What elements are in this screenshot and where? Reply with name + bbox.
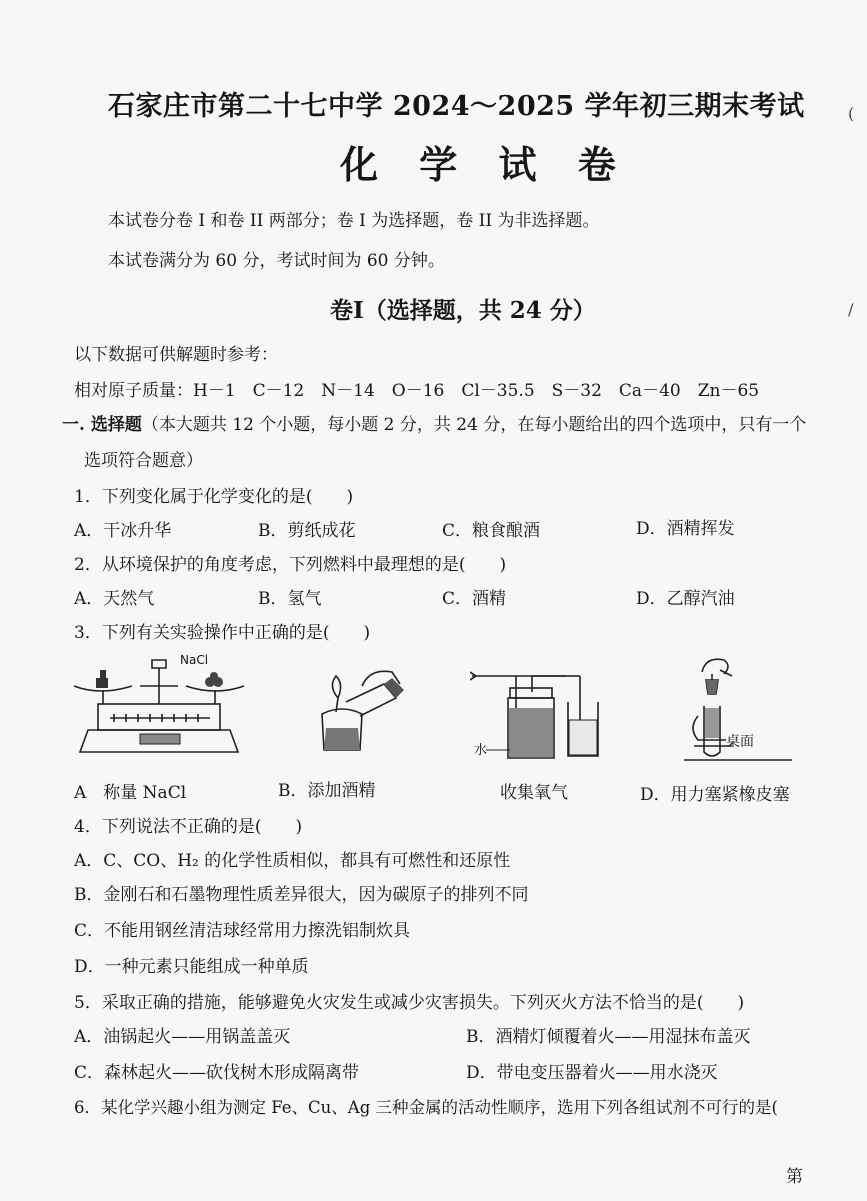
q1-option-c: C．粮食酿酒 (442, 521, 541, 541)
question-6-stem: 6．某化学兴趣小组为测定 Fe、Cu、Ag 三种金属的活动性顺序，选用下列各组试剂不可行的是( (74, 1098, 778, 1117)
water-label: 水 (474, 743, 488, 758)
gas-collection-figure (470, 658, 610, 764)
intro-line-2: 本试卷满分为 60 分，考试时间为 60 分钟。 (108, 251, 445, 271)
question-4-stem: 4．下列说法不正确的是( ) (74, 817, 303, 837)
desk-label: 桌面 (726, 734, 754, 750)
page-marker: 第 (786, 1167, 803, 1187)
alcohol-lamp-figure (300, 654, 410, 762)
q2-option-d: D．乙醇汽油 (636, 589, 735, 609)
q2-option-c: C．酒精 (442, 589, 507, 609)
balance-figure (70, 652, 248, 764)
stopper-figure (676, 648, 796, 766)
q4-option-d: D．一种元素只能组成一种单质 (74, 957, 309, 977)
q4-option-c: C．不能用钢丝清洁球经常用力擦洗铝制炊具 (74, 921, 411, 941)
nacl-label: NaCl (180, 653, 209, 667)
atomic-masses: 相对原子质量：H－1 C－12 N－14 O－16 Cl－35.5 S－32 Ca－40 Zn－65 (74, 381, 760, 401)
section-instructions: （本大题共 12 个小题，每小题 2 分，共 24 分，在每小题给出的四个选项中，只有一个 (141, 415, 807, 435)
q3-option-d: D．用力塞紧橡皮塞 (640, 785, 790, 805)
question-2-stem: 2．从环境保护的角度考虑，下列燃料中最理想的是( ) (74, 555, 507, 575)
q2-option-a: A．天然气 (74, 589, 155, 609)
q4-option-a: A．C、CO、H₂ 的化学性质相似，都具有可燃性和还原性 (74, 851, 511, 871)
q5-option-a: A．油锅起火——用锅盖盖灭 (74, 1027, 291, 1047)
section-heading-line (62, 410, 806, 435)
school-title: 石家庄市第二十七中学 2024～2025 学年初三期末考试 (108, 91, 805, 122)
q5-option-d: D．带电变压器着火——用水浇灭 (466, 1063, 718, 1083)
reference-intro: 以下数据可供解题时参考： (74, 345, 278, 365)
q5-option-c: C．森林起火——砍伐树木形成隔离带 (74, 1063, 360, 1083)
scan-edge-mark: / (848, 300, 854, 319)
scan-edge-mark: ( (848, 104, 855, 123)
intro-line-1: 本试卷分卷 I 和卷 II 两部分；卷 I 为选择题，卷 II 为非选择题。 (108, 211, 600, 231)
subject-title: 化 学 试 卷 (340, 142, 630, 187)
question-3-stem: 3．下列有关实验操作中正确的是( ) (74, 623, 371, 643)
q1-option-a: A．干冰升华 (74, 521, 172, 541)
q3-option-a: A 称量 NaCl (74, 783, 187, 803)
q2-option-b: B．氢气 (258, 589, 322, 609)
question-1-stem: 1．下列变化属于化学变化的是( ) (74, 487, 354, 507)
question-5-stem: 5．采取正确的措施，能够避免火灾发生或减少灾害损失。下列灭火方法不恰当的是( ) (74, 993, 745, 1013)
q1-option-b: B．剪纸成花 (258, 521, 356, 541)
q3-option-b: B．添加酒精 (278, 781, 376, 801)
section-instructions-cont: 选项符合题意） (84, 451, 203, 471)
q1-option-d: D．酒精挥发 (636, 519, 735, 539)
q3-option-c: 收集氧气 (500, 783, 568, 803)
q4-option-b: B．金刚石和石墨物理性质差异很大，因为碳原子的排列不同 (74, 885, 529, 905)
q5-option-b: B．酒精灯倾覆着火——用湿抹布盖灭 (466, 1027, 751, 1047)
section-heading: 一. 选择题 (62, 415, 142, 435)
part-title: 卷I（选择题，共 24 分） (330, 297, 596, 324)
